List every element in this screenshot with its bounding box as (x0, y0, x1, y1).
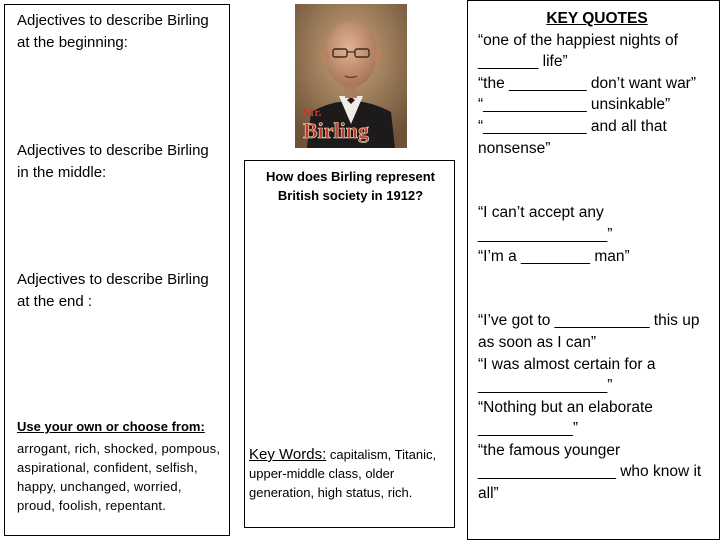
quote-line: “I’ve got to ___________ this up as soon as I can” (478, 312, 700, 351)
quote-line: “Nothing but an elaborate ___________” (478, 398, 653, 438)
quote-line: “one of the happiest nights of _______ life” (478, 31, 678, 71)
adjective-word-bank: arrogant, rich, shocked, pompous, aspirational, confident, selfish, happy, unchanged, worried, proud, foolish, repentant. (17, 441, 221, 513)
key-quotes-panel (467, 0, 720, 540)
key-words-list: capitalism, Titanic, upper-middle class, older generation, high status, rich. (249, 447, 437, 500)
caption-name: Birling (303, 118, 370, 143)
quote-line: “I’m a ________ man” (478, 247, 630, 265)
adjectives-panel (4, 4, 230, 536)
key-quotes-heading: KEY QUOTES (546, 10, 648, 27)
mr-birling-portrait (295, 4, 407, 148)
quote-line: “I was almost certain for a _______________” (478, 355, 656, 395)
society-question-panel (244, 160, 455, 528)
prompt-beginning: Adjectives to describe Birling at the beginning: (17, 12, 209, 51)
prompt-end: Adjectives to describe Birling at the end : (17, 271, 209, 310)
choose-heading: Use your own or choose from: (17, 419, 205, 434)
key-quotes (478, 8, 716, 505)
quote-line: “the _________ don’t want war” (478, 74, 697, 92)
quote-line: “____________ and all that nonsense” (478, 117, 667, 157)
prompt-middle: Adjectives to describe Birling in the middle: (17, 142, 209, 181)
quote-line: “I can’t accept any _______________” (478, 204, 613, 243)
caption-prefix: Mr. (303, 105, 322, 119)
quote-line: “____________ unsinkable” (478, 96, 671, 114)
quote-line: “the famous younger ________________ who know it all” (478, 441, 702, 503)
key-words-label: Key Words: (249, 446, 327, 463)
society-question: How does Birling represent British society in 1912? (265, 169, 436, 203)
key-words (249, 445, 449, 502)
